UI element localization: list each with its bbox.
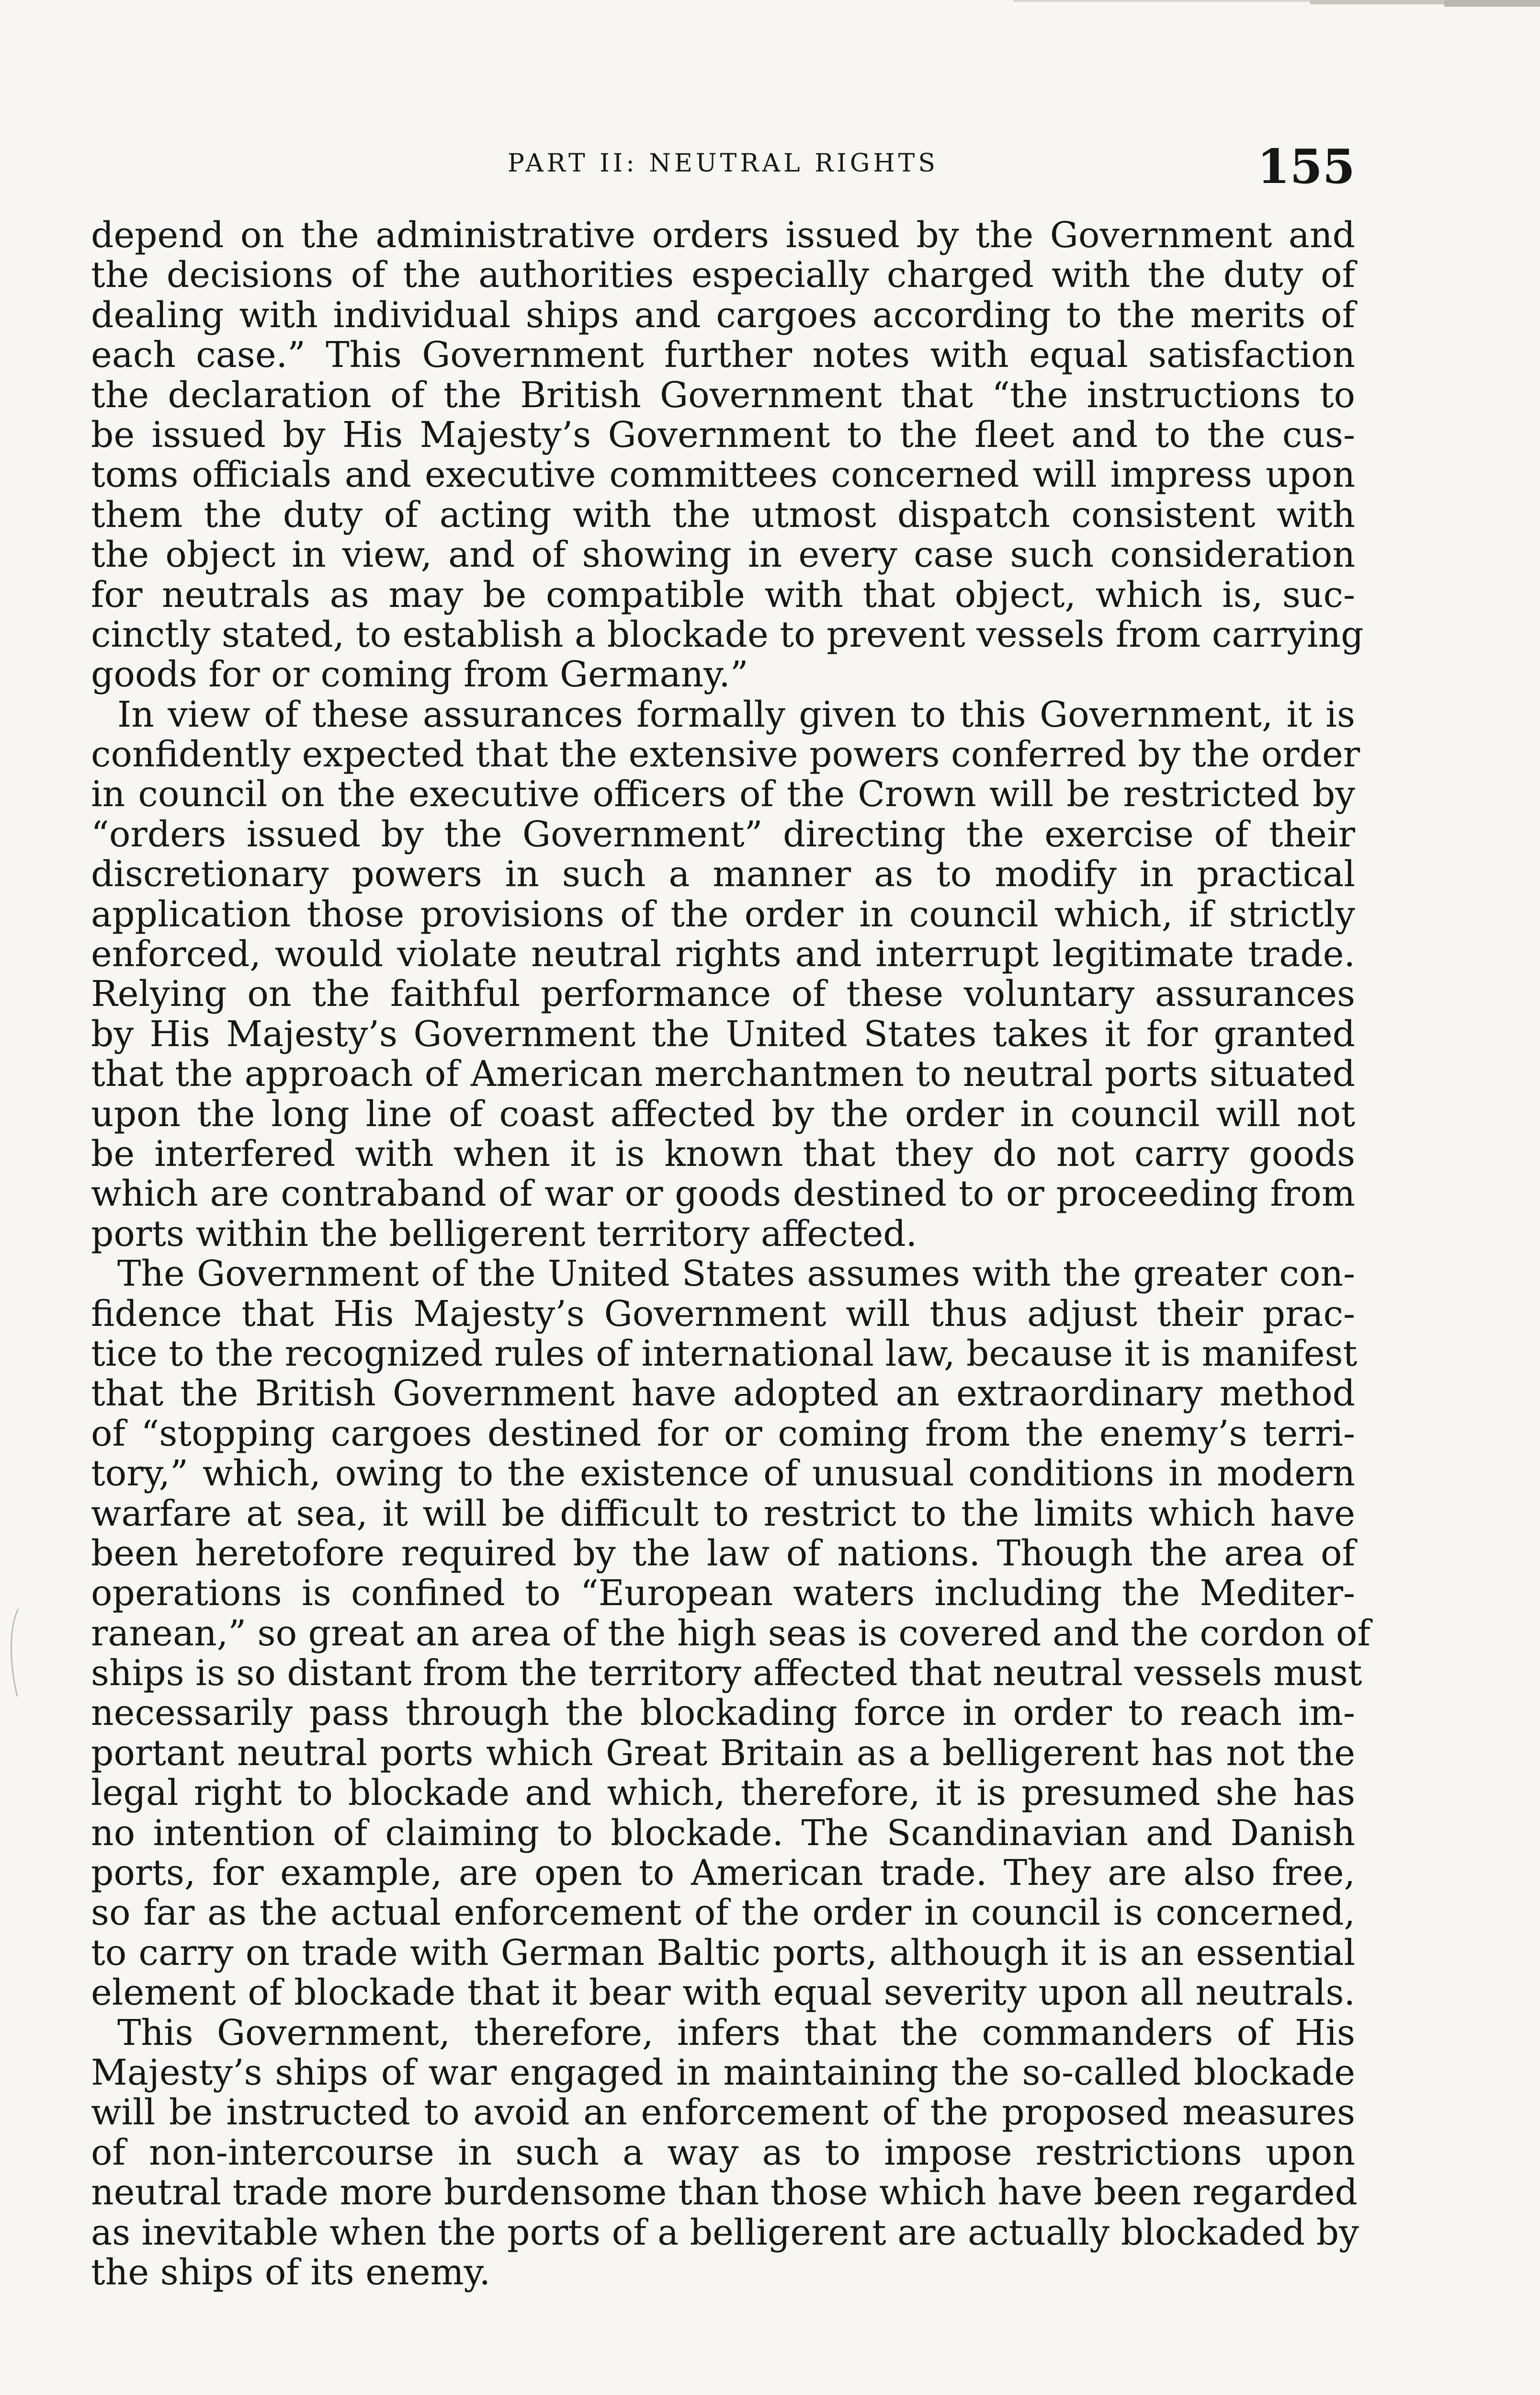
text-line: portant neutral ports which Great Britain as a belligerent has not the — [91, 1732, 1355, 1774]
text-line: the declaration of the British Government that “the instructions to — [91, 374, 1355, 416]
text-line: “orders issued by the Government” directing the exercise of their — [91, 813, 1355, 855]
text-line: them the duty of acting with the utmost dispatch consistent with — [91, 494, 1355, 536]
text-line: Relying on the faithful performance of these voluntary assurances — [91, 973, 1355, 1015]
text-line: upon the long line of coast affected by the order in council will not — [91, 1093, 1355, 1135]
margin-pencil-mark — [6, 1607, 23, 1698]
text-line: be interfered with when it is known that they do not carry goods — [91, 1133, 1355, 1175]
text-line: each case.” This Government further notes with equal satisfaction — [91, 334, 1355, 376]
text-line: legal right to blockade and which, therefore, it is presumed she has — [91, 1772, 1355, 1814]
body-text — [91, 215, 1370, 2293]
text-line: toms officials and executive committees concerned will impress upon — [91, 454, 1355, 496]
text-line: warfare at sea, it will be difficult to restrict to the limits which have — [91, 1493, 1355, 1534]
text-line: that the British Government have adopted an extraordinary method — [91, 1373, 1355, 1414]
text-line: so far as the actual enforcement of the order in council is concerned, — [91, 1892, 1355, 1934]
text-line: cinctly stated, to establish a blockade to prevent vessels from carrying — [91, 614, 1364, 655]
running-head: PART II: NEUTRAL RIGHTS — [508, 149, 939, 178]
text-line: application those provisions of the order in council which, if strictly — [91, 893, 1355, 935]
page-header — [91, 139, 1355, 199]
text-line: Majesty’s ships of war engaged in maintaining the so-called blockade — [91, 2052, 1355, 2093]
text-line: confidently expected that the extensive powers conferred by the order — [91, 734, 1360, 776]
text-line: the decisions of the authorities especially charged with the duty of — [91, 254, 1355, 296]
text-line: that the approach of American merchantmen to neutral ports situated — [91, 1053, 1355, 1095]
text-line: discretionary powers in such a manner as to modify in practical — [91, 854, 1355, 895]
text-line: as inevitable when the ports of a belligerent are actually blockaded by — [91, 2212, 1359, 2253]
text-line: no intention of claiming to blockade. The Scandinavian and Danish — [91, 1812, 1355, 1854]
text-line: by His Majesty’s Government the United States takes it for granted — [91, 1013, 1355, 1055]
text-line: goods for or coming from Germany.” — [91, 654, 748, 696]
page-number: 155 — [1257, 139, 1355, 194]
text-line: tice to the recognized rules of international law, because it is manifest — [91, 1333, 1358, 1374]
text-line: of non-intercourse in such a way as to impose restrictions upon — [91, 2132, 1355, 2173]
text-line: depend on the administrative orders issued by the Government and — [91, 215, 1355, 256]
text-line: of “stopping cargoes destined for or coming from the enemy’s terri- — [91, 1413, 1355, 1454]
text-line: the ships of its enemy. — [91, 2251, 491, 2293]
text-line: in council on the executive officers of the Crown will be restricted by — [91, 774, 1355, 815]
text-line: tory,” which, owing to the existence of unusual conditions in modern — [91, 1453, 1355, 1494]
text-line: be issued by His Majesty’s Government to the fleet and to the cus- — [91, 414, 1355, 456]
text-line: necessarily pass through the blockading force in order to reach im- — [91, 1692, 1355, 1734]
text-line: ports within the belligerent territory affected. — [91, 1213, 917, 1255]
text-line: neutral trade more burdensome than those which have been regarded — [91, 2172, 1358, 2213]
text-line: element of blockade that it bear with equal severity upon all neutrals. — [91, 1972, 1355, 2014]
text-line: enforced, would violate neutral rights and interrupt legitimate trade. — [91, 934, 1355, 975]
text-line: been heretofore required by the law of nations. Though the area of — [91, 1532, 1355, 1574]
text-line: ports, for example, are open to American trade. They are also free, — [91, 1852, 1355, 1894]
text-line: the object in view, and of showing in every case such consideration — [91, 534, 1355, 576]
text-line: fidence that His Majesty’s Government will thus adjust their prac- — [91, 1293, 1355, 1334]
text-line: dealing with individual ships and cargoes according to the merits of — [91, 294, 1355, 336]
text-line: for neutrals as may be compatible with that object, which is, suc- — [91, 574, 1355, 616]
text-line: ships is so distant from the territory affected that neutral vessels must — [91, 1653, 1362, 1694]
scan-edge-speckle — [1013, 0, 1540, 14]
text-line: which are contraband of war or goods destined to or proceeding from — [91, 1173, 1355, 1215]
text-line: ranean,” so great an area of the high seas is covered and the cordon of — [91, 1612, 1370, 1654]
paragraph-first-line: The Government of the United States assumes with the greater con- — [117, 1253, 1355, 1295]
text-line: to carry on trade with German Baltic ports, although it is an essential — [91, 1932, 1355, 1973]
paragraph-first-line: This Government, therefore, infers that the commanders of His — [117, 2012, 1355, 2053]
text-line: operations is confined to “European waters including the Mediter- — [91, 1573, 1355, 1614]
paragraph-first-line: In view of these assurances formally given to this Government, it is — [117, 694, 1355, 735]
text-line: will be instructed to avoid an enforcement of the proposed measures — [91, 2092, 1355, 2133]
